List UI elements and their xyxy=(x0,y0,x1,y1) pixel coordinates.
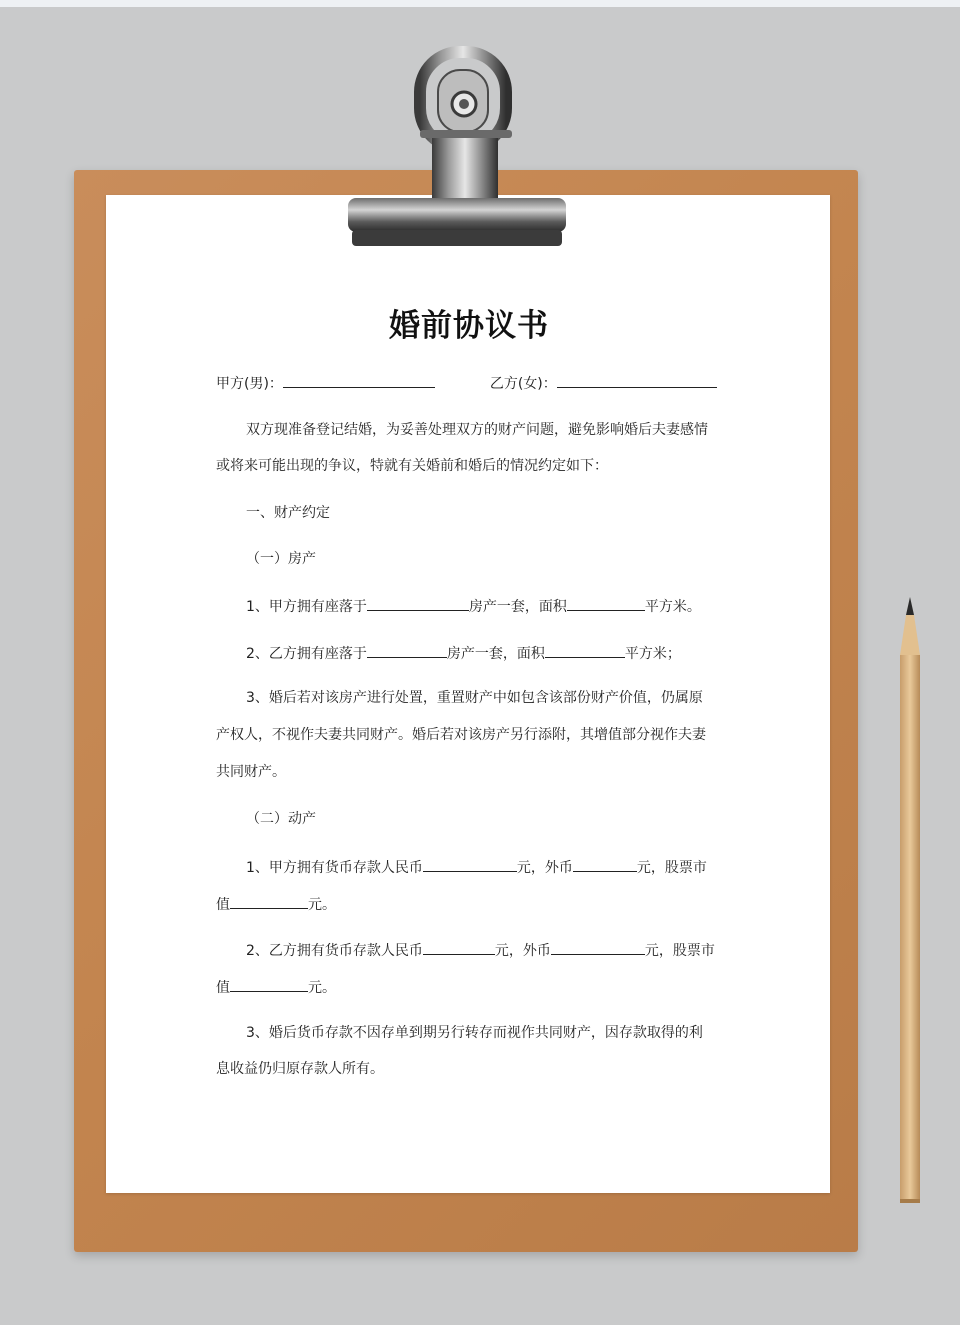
house-clause-2 xyxy=(246,644,681,662)
money1-foreign-blank[interactable] xyxy=(573,858,637,872)
subsection-house: （一）房产 xyxy=(246,551,316,567)
money2-text-b: 元，外币 xyxy=(494,943,551,959)
section-property: 一、财产约定 xyxy=(246,505,330,521)
house1-area-blank[interactable] xyxy=(567,597,645,611)
money-clause-2 xyxy=(246,941,715,959)
money-clause-1-line-2 xyxy=(216,895,336,913)
party-a-label: 甲方(男)： xyxy=(216,376,283,392)
house2-area-blank[interactable] xyxy=(545,644,625,658)
house-clause-3-line-1: 3、婚后若对该房产进行处置，重置财产中如包含该部份财产价值，仍属原 xyxy=(246,690,703,706)
pencil-icon xyxy=(893,595,927,1207)
page-title: 婚前协议书 xyxy=(389,308,549,344)
top-strip xyxy=(0,0,960,7)
money-clause-1 xyxy=(246,858,707,876)
house-clause-3-line-2: 产权人，不视作夫妻共同财产。婚后若对该房产另行添附，其增值部分视作夫妻 xyxy=(216,727,706,743)
house1-location-blank[interactable] xyxy=(367,597,469,611)
party-a-blank[interactable] xyxy=(283,374,435,388)
money2-text-c: 元，股票市 xyxy=(644,943,715,959)
house2-text-b: 房产一套，面积 xyxy=(446,646,545,662)
house-clause-1 xyxy=(246,597,701,615)
party-b-label: 乙方(女)： xyxy=(489,376,557,392)
money1-rmb-blank[interactable] xyxy=(423,858,517,872)
house2-text-c: 平方米； xyxy=(624,646,681,662)
money2-foreign-blank[interactable] xyxy=(551,941,645,955)
money-clause-3-line-2: 息收益仍归原存款人所有。 xyxy=(216,1061,384,1077)
subsection-movable: （二）动产 xyxy=(246,811,316,827)
money1-text-a: 1、甲方拥有货币存款人民币 xyxy=(246,860,423,876)
party-b-blank[interactable] xyxy=(557,374,717,388)
money-clause-2-line-2 xyxy=(216,978,336,996)
money2-text-a: 2、乙方拥有货币存款人民币 xyxy=(246,943,423,959)
money1-text-d: 值 xyxy=(216,897,230,913)
intro-line-1: 双方现准备登记结婚，为妥善处理双方的财产问题，避免影响婚后夫妻感情 xyxy=(246,422,708,438)
money1-text-c: 元，股票市 xyxy=(636,860,707,876)
house1-text-c: 平方米。 xyxy=(644,599,701,615)
house1-text-b: 房产一套，面积 xyxy=(468,599,567,615)
house2-text-a: 2、乙方拥有座落于 xyxy=(246,646,367,662)
intro-line-2: 或将来可能出现的争议，特就有关婚前和婚后的情况约定如下： xyxy=(216,458,608,474)
binder-clip-icon xyxy=(340,46,580,251)
money2-rmb-blank[interactable] xyxy=(423,941,495,955)
money2-text-d: 值 xyxy=(216,980,230,996)
money2-text-e: 元。 xyxy=(308,980,336,996)
money1-text-b: 元，外币 xyxy=(516,860,573,876)
house2-location-blank[interactable] xyxy=(367,644,447,658)
house1-text-a: 1、甲方拥有座落于 xyxy=(246,599,367,615)
party-line xyxy=(216,374,717,392)
money2-stock-blank[interactable] xyxy=(230,978,308,992)
money1-stock-blank[interactable] xyxy=(230,895,308,909)
house-clause-3-line-3: 共同财产。 xyxy=(216,764,286,780)
money1-text-e: 元。 xyxy=(308,897,336,913)
money-clause-3-line-1: 3、婚后货币存款不因存单到期另行转存而视作共同财产，因存款取得的利 xyxy=(246,1025,703,1041)
